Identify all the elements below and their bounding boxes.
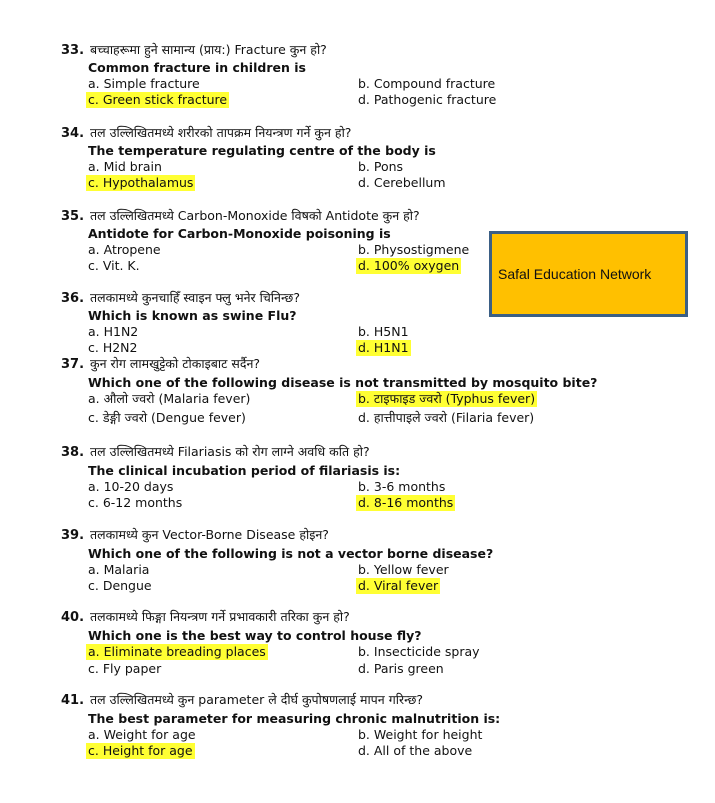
question-stem-english: The clinical incubation period of filariasis is:	[88, 463, 401, 478]
question-number: 41.	[61, 693, 85, 708]
option-a: a. H1N2	[88, 324, 139, 339]
option-a: a. Malaria	[88, 562, 150, 577]
option-d: d. All of the above	[358, 743, 473, 758]
option-b: b. Physostigmene	[358, 242, 470, 257]
option-d: d. हात्तीपाइले ज्वरो (Filaria fever)	[358, 410, 535, 425]
question-stem-nepali: 37. कुन रोग लामखुट्टेको टोकाइबाट सर्दैन?	[61, 356, 261, 372]
option-b: b. 3-6 months	[358, 479, 446, 494]
option-b: b. Weight for height	[358, 727, 483, 742]
option-a: a. Mid brain	[88, 159, 162, 174]
question-number: 34.	[61, 126, 85, 141]
option-c: c. 6-12 months	[88, 495, 183, 510]
question-stem-nepali: 33. बच्चाहरूमा हुने सामान्य (प्राय:) Fracture कुन हो?	[61, 42, 327, 58]
option-a: a. Atropene	[88, 242, 161, 257]
question-stem-nepali: 41. तल उल्लिखितमध्ये कुन parameter ले दीर्घ कुपोषणलाई मापन गरिन्छ?	[61, 692, 424, 708]
option-a: a. Weight for age	[88, 727, 196, 742]
option-d-answer: d. 8-16 months	[358, 495, 454, 510]
option-a: a. Simple fracture	[88, 76, 200, 91]
question-number: 36.	[61, 291, 85, 306]
option-a: a. 10-20 days	[88, 479, 174, 494]
option-b: b. H5N1	[358, 324, 409, 339]
question-stem-english: Which one of the following disease is not transmitted by mosquito bite?	[88, 375, 598, 390]
option-a-answer: a. Eliminate breading places	[88, 644, 266, 659]
option-b: b. Yellow fever	[358, 562, 449, 577]
question-number: 33.	[61, 43, 85, 58]
question-stem-english: Which one of the following is not a vector borne disease?	[88, 546, 494, 561]
option-c: c. H2N2	[88, 340, 138, 355]
option-a: a. औलो ज्वरो (Malaria fever)	[88, 391, 251, 406]
option-c: c. डेङ्गी ज्वरो (Dengue fever)	[88, 410, 246, 425]
option-b: b. Pons	[358, 159, 404, 174]
question-number: 39.	[61, 528, 85, 543]
option-b: b. Insecticide spray	[358, 644, 480, 659]
option-c-answer: c. Hypothalamus	[88, 175, 194, 190]
banner-text: Safal Education Network	[498, 266, 652, 282]
option-c: c. Fly paper	[88, 661, 162, 676]
question-stem-nepali: 39. तलकामध्ये कुन Vector-Borne Disease होइन?	[61, 527, 329, 543]
option-d-answer: d. 100% oxygen	[358, 258, 460, 273]
question-stem-nepali: 34. तल उल्लिखितमध्ये शरीरको तापक्रम नियन्त्रण गर्ने कुन हो?	[61, 125, 352, 141]
question-stem-nepali: 36. तलकामध्ये कुनचाहिँ स्वाइन फ्लु भनेर चिनिन्छ?	[61, 290, 300, 306]
question-stem-english: Which is known as swine Flu?	[88, 308, 297, 323]
watermark-banner	[489, 231, 688, 317]
option-d: d. Cerebellum	[358, 175, 446, 190]
option-c: c. Vit. K.	[88, 258, 140, 273]
question-stem-nepali: 35. तल उल्लिखितमध्ये Carbon-Monoxide विषको Antidote कुन हो?	[61, 208, 420, 224]
option-c: c. Dengue	[88, 578, 152, 593]
question-stem-english: The temperature regulating centre of the body is	[88, 143, 436, 158]
question-number: 38.	[61, 445, 85, 460]
option-d: d. Paris green	[358, 661, 444, 676]
option-c-answer: c. Height for age	[88, 743, 193, 758]
question-number: 37.	[61, 357, 85, 372]
option-d-answer: d. Viral fever	[358, 578, 439, 593]
question-stem-english: Antidote for Carbon-Monoxide poisoning is	[88, 226, 391, 241]
option-c-answer: c. Green stick fracture	[88, 92, 228, 107]
question-stem-nepali: 38. तल उल्लिखितमध्ये Filariasis को रोग लाग्ने अवधि कति हो?	[61, 444, 370, 460]
question-stem-nepali: 40. तलकामध्ये फिङ्गा नियन्त्रण गर्ने प्रभावकारी तरिका कुन हो?	[61, 609, 350, 625]
option-b-answer: b. टाइफाइड ज्वरो (Typhus fever)	[358, 391, 536, 406]
question-stem-english: The best parameter for measuring chronic malnutrition is:	[88, 711, 501, 726]
question-number: 35.	[61, 209, 85, 224]
question-stem-english: Which one is the best way to control house fly?	[88, 628, 422, 643]
option-d-answer: d. H1N1	[358, 340, 409, 355]
question-stem-english: Common fracture in children is	[88, 60, 306, 75]
option-b: b. Compound fracture	[358, 76, 496, 91]
question-number: 40.	[61, 610, 85, 625]
option-d: d. Pathogenic fracture	[358, 92, 497, 107]
